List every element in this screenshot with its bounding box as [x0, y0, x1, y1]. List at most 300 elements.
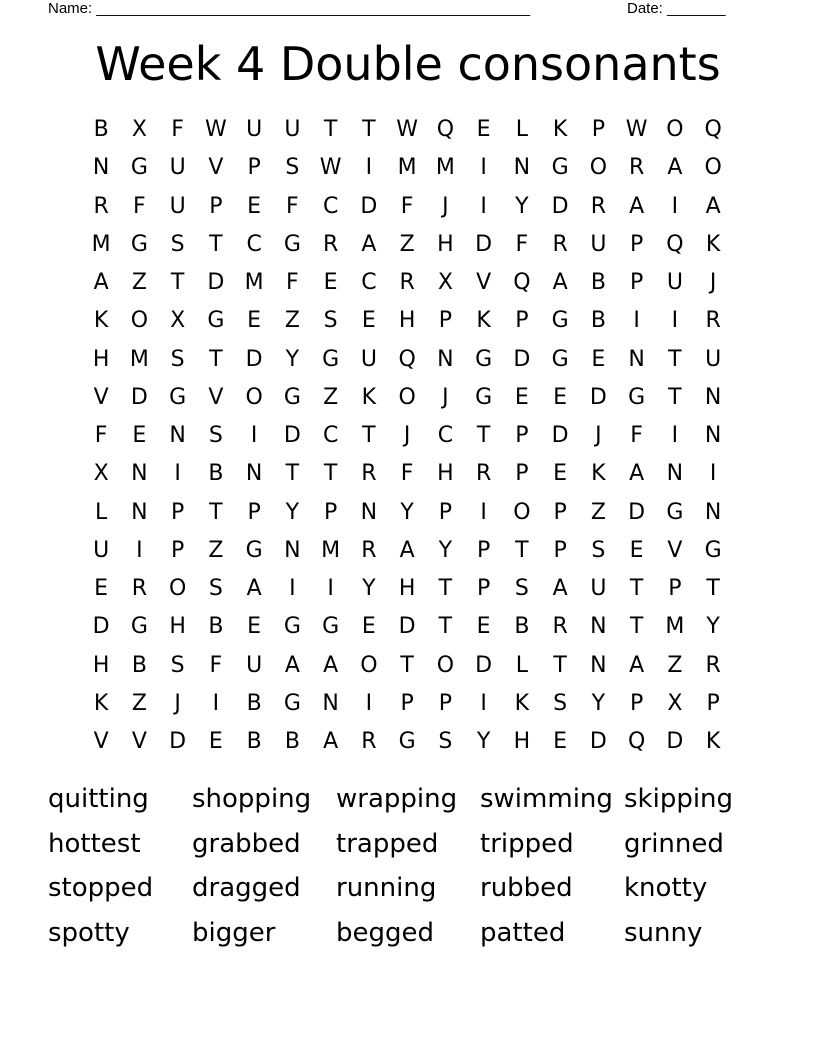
grid-letter: B — [590, 270, 606, 295]
grid-letter: T — [668, 384, 682, 410]
grid-letter: E — [476, 117, 491, 142]
grid-letter: N — [131, 499, 148, 525]
grid-letter: K — [705, 231, 721, 257]
grid-letter: O — [666, 117, 684, 142]
grid-letter: I — [671, 193, 679, 219]
grid-letter: H — [398, 308, 416, 334]
grid-letter: Y — [438, 537, 453, 563]
worksheet-header — [48, 0, 748, 18]
grid-letter: I — [709, 461, 717, 487]
grid-letter: P — [629, 270, 644, 295]
grid-letter: P — [476, 537, 491, 563]
grid-letter: G — [245, 537, 263, 563]
word-list-item: rubbed — [480, 873, 573, 903]
grid-letter: S — [591, 537, 606, 563]
grid-letter: E — [361, 614, 376, 640]
grid-letter: H — [92, 652, 110, 678]
grid-letter: C — [361, 270, 377, 295]
grid-letter: E — [361, 308, 376, 334]
grid-letter: Y — [591, 690, 606, 716]
grid-letter: T — [285, 461, 300, 487]
grid-letter: V — [476, 270, 492, 295]
grid-letter: V — [208, 384, 224, 410]
grid-letter: A — [629, 461, 645, 487]
grid-letter: T — [400, 652, 414, 678]
grid-letter: B — [284, 729, 300, 754]
grid-letter: M — [321, 537, 341, 563]
grid-letter: D — [589, 384, 607, 410]
grid-letter: P — [170, 499, 185, 525]
grid-letter: O — [168, 576, 187, 601]
grid-letter: Y — [285, 346, 300, 372]
grid-letter: K — [361, 384, 377, 410]
grid-letter: T — [209, 499, 223, 525]
grid-letter: N — [437, 346, 454, 372]
grid-letter: T — [170, 270, 185, 295]
grid-letter: N — [360, 499, 378, 525]
word-list-item: grinned — [624, 828, 724, 859]
grid-letter: E — [247, 193, 262, 219]
grid-letter: A — [629, 193, 645, 219]
grid-letter: T — [323, 117, 338, 142]
grid-letter: N — [513, 155, 531, 181]
grid-letter: P — [515, 423, 529, 448]
grid-letter: D — [207, 270, 225, 295]
grid-letter: P — [706, 690, 720, 716]
grid-letter: A — [705, 193, 721, 219]
grid-letter: E — [247, 308, 262, 334]
grid-letter: E — [132, 423, 147, 448]
grid-letter: V — [208, 155, 224, 181]
grid-letter: A — [552, 576, 568, 601]
grid-letter: I — [480, 155, 487, 181]
grid-letter: H — [437, 231, 454, 257]
grid-letter: T — [629, 576, 644, 601]
grid-letter: N — [628, 346, 645, 372]
grid-letter: A — [629, 652, 645, 678]
grid-letter: I — [365, 155, 373, 181]
grid-letter: S — [170, 346, 185, 372]
grid-letter: I — [480, 193, 487, 219]
grid-letter: T — [706, 576, 720, 601]
grid-letter: D — [551, 423, 569, 448]
grid-letter: E — [629, 537, 644, 563]
grid-letter: K — [552, 117, 568, 142]
grid-letter: X — [170, 308, 186, 334]
word-list-item: tripped — [480, 828, 574, 859]
grid-letter: X — [131, 117, 147, 142]
grid-letter: R — [361, 729, 377, 754]
grid-letter: A — [323, 652, 339, 678]
grid-letter: D — [245, 346, 263, 372]
grid-letter: P — [668, 576, 682, 601]
grid-letter: E — [208, 729, 223, 754]
grid-letter: P — [170, 537, 185, 563]
grid-letter: T — [362, 423, 376, 448]
grid-letter: Z — [323, 384, 339, 410]
date-field-label: Date: _______ — [627, 0, 726, 17]
grid-letter: Y — [285, 499, 300, 525]
grid-letter: D — [628, 499, 646, 525]
grid-letter: Y — [476, 729, 491, 754]
grid-letter: L — [94, 499, 108, 525]
grid-letter: P — [553, 499, 567, 525]
grid-letter: Q — [436, 117, 455, 142]
grid-letter: O — [513, 499, 531, 525]
grid-letter: P — [438, 690, 453, 716]
word-list-item: wrapping — [336, 784, 458, 814]
grid-letter: J — [709, 270, 717, 295]
grid-letter: F — [209, 652, 223, 678]
grid-letter: G — [130, 231, 148, 257]
grid-letter: Q — [704, 117, 722, 142]
grid-letter: G — [704, 537, 722, 563]
grid-letter: S — [208, 423, 223, 448]
grid-letter: E — [514, 384, 529, 410]
grid-letter: T — [553, 652, 567, 678]
word-search-grid — [82, 111, 734, 761]
grid-letter: X — [93, 461, 109, 487]
grid-letter: Z — [590, 499, 606, 525]
grid-letter: T — [209, 346, 223, 372]
grid-letter: O — [245, 384, 263, 410]
grid-letter: W — [625, 117, 648, 142]
grid-letter: A — [399, 537, 415, 563]
grid-letter: I — [289, 576, 296, 601]
grid-letter: E — [591, 346, 606, 372]
grid-letter: O — [130, 308, 149, 334]
grid-letter: Z — [667, 652, 683, 678]
grid-letter: D — [551, 193, 569, 219]
word-list-item: stopped — [48, 873, 154, 903]
grid-letter: P — [629, 231, 644, 257]
grid-letter: W — [319, 155, 342, 181]
grid-letter: B — [93, 117, 109, 142]
grid-letter: F — [630, 423, 643, 448]
grid-letter: N — [245, 461, 263, 487]
grid-letter: G — [322, 614, 340, 640]
grid-letter: A — [323, 729, 339, 754]
grid-letter: P — [209, 193, 223, 219]
word-list-item: running — [336, 873, 437, 903]
grid-letter: G — [475, 346, 493, 372]
grid-letter: E — [247, 614, 262, 640]
grid-letter: N — [322, 690, 339, 716]
grid-letter: F — [400, 193, 414, 219]
word-list-item: swimming — [480, 784, 613, 814]
grid-letter: S — [170, 231, 185, 257]
grid-letter: S — [285, 155, 300, 181]
grid-letter: M — [665, 614, 685, 640]
grid-letter: B — [514, 614, 530, 640]
grid-letter: O — [398, 384, 416, 410]
grid-letter: G — [475, 384, 493, 410]
grid-letter: K — [93, 690, 109, 716]
grid-letter: C — [322, 193, 339, 219]
grid-letter: C — [246, 231, 262, 257]
grid-letter: R — [322, 231, 339, 257]
grid-letter: Q — [627, 729, 646, 754]
word-list-item: quitting — [48, 784, 149, 814]
grid-letter: R — [552, 614, 568, 640]
grid-letter: T — [209, 231, 223, 257]
grid-letter: R — [552, 231, 568, 257]
grid-letter: N — [169, 423, 186, 448]
grid-letter: L — [515, 652, 528, 678]
grid-letter: I — [633, 308, 640, 334]
word-list-item: shopping — [192, 784, 312, 814]
grid-letter: A — [284, 652, 300, 678]
grid-letter: I — [212, 690, 220, 716]
grid-letter: G — [398, 729, 416, 754]
grid-letter: B — [208, 461, 224, 487]
grid-letter: X — [667, 690, 683, 716]
grid-letter: P — [553, 537, 567, 563]
grid-letter: A — [667, 155, 683, 181]
grid-letter: B — [246, 729, 262, 754]
grid-letter: D — [92, 614, 110, 640]
grid-letter: R — [628, 155, 645, 181]
grid-letter: B — [208, 614, 224, 640]
grid-letter: Z — [284, 308, 300, 334]
grid-letter: F — [515, 231, 529, 257]
word-list-item: knotty — [624, 873, 708, 903]
grid-letter: T — [476, 423, 491, 448]
grid-letter: F — [286, 193, 299, 219]
grid-letter: S — [208, 576, 223, 601]
grid-letter: E — [94, 576, 109, 601]
grid-letter: F — [94, 423, 108, 448]
word-list-item: trapped — [336, 828, 439, 859]
grid-letter: I — [327, 576, 334, 601]
grid-letter: G — [169, 384, 187, 410]
grid-letter: X — [437, 270, 453, 295]
grid-letter: G — [551, 155, 569, 181]
grid-letter: D — [360, 193, 378, 219]
grid-letter: I — [250, 423, 258, 448]
word-list-item: hottest — [48, 828, 141, 859]
grid-letter: P — [629, 690, 644, 716]
grid-letter: Z — [208, 537, 224, 563]
grid-letter: P — [476, 576, 491, 601]
grid-letter: H — [92, 346, 110, 372]
grid-letter: A — [361, 231, 377, 257]
grid-letter: N — [590, 614, 607, 640]
grid-letter: O — [436, 652, 455, 678]
grid-letter: S — [514, 576, 529, 601]
grid-letter: G — [666, 499, 684, 525]
grid-letter: D — [398, 614, 416, 640]
grid-letter: T — [438, 576, 453, 601]
word-list-item: patted — [480, 917, 566, 948]
grid-letter: V — [93, 384, 109, 410]
grid-letter: R — [590, 193, 607, 219]
grid-letter: G — [283, 614, 301, 640]
grid-letter: T — [515, 537, 529, 563]
grid-letter: D — [475, 231, 493, 257]
grid-letter: D — [283, 423, 301, 448]
grid-letter: P — [323, 499, 338, 525]
grid-letter: D — [475, 652, 493, 678]
grid-letter: R — [361, 461, 377, 487]
grid-letter: U — [590, 576, 607, 601]
grid-letter: S — [438, 729, 453, 754]
grid-letter: Q — [513, 270, 531, 295]
grid-letter: B — [590, 308, 606, 334]
grid-letter: P — [591, 117, 606, 142]
grid-letter: T — [629, 614, 644, 640]
grid-letter: U — [246, 117, 263, 142]
grid-letter: T — [438, 614, 453, 640]
grid-letter: I — [174, 461, 181, 487]
grid-letter: I — [671, 423, 679, 448]
grid-letter: H — [169, 614, 186, 640]
grid-letter: U — [169, 193, 186, 219]
grid-letter: U — [705, 346, 722, 372]
grid-letter: J — [403, 423, 411, 448]
grid-letter: Y — [515, 193, 529, 219]
grid-letter: R — [93, 193, 109, 219]
grid-letter: E — [553, 729, 568, 754]
grid-letter: L — [515, 117, 528, 142]
grid-letter: A — [246, 576, 262, 601]
grid-letter: K — [591, 461, 606, 487]
grid-letter: R — [361, 537, 377, 563]
grid-letter: C — [322, 423, 339, 448]
grid-letter: D — [513, 346, 531, 372]
grid-letter: G — [207, 308, 225, 334]
grid-letter: F — [400, 461, 414, 487]
grid-letter: M — [244, 270, 264, 295]
grid-letter: S — [323, 308, 338, 334]
grid-letter: V — [667, 537, 683, 563]
grid-letter: G — [283, 384, 301, 410]
grid-letter: C — [437, 423, 454, 448]
grid-letter: N — [704, 499, 722, 525]
grid-letter: F — [286, 270, 299, 295]
grid-letter: J — [442, 193, 449, 219]
grid-letter: P — [438, 499, 453, 525]
word-list-item: spotty — [48, 917, 130, 948]
page-title: Week 4 Double consonants — [95, 37, 721, 91]
grid-letter: U — [590, 231, 607, 257]
grid-letter: K — [476, 308, 491, 334]
grid-letter: M — [91, 231, 111, 257]
grid-letter: Z — [399, 231, 415, 257]
grid-letter: N — [131, 461, 148, 487]
grid-letter: E — [553, 461, 568, 487]
grid-letter: V — [131, 729, 147, 754]
grid-letter: R — [475, 461, 492, 487]
grid-letter: N — [704, 384, 722, 410]
grid-letter: E — [476, 614, 491, 640]
grid-letter: Z — [131, 690, 147, 716]
grid-letter: E — [553, 384, 568, 410]
grid-letter: J — [442, 384, 449, 410]
grid-letter: K — [93, 308, 109, 334]
grid-letter: R — [131, 576, 148, 601]
grid-letter: K — [705, 729, 721, 754]
grid-letter: D — [169, 729, 187, 754]
grid-letter: S — [553, 690, 568, 716]
grid-letter: T — [668, 346, 682, 372]
grid-letter: A — [552, 270, 568, 295]
grid-letter: I — [480, 690, 487, 716]
grid-letter: A — [93, 270, 109, 295]
grid-letter: N — [704, 423, 722, 448]
grid-letter: Y — [400, 499, 414, 525]
grid-letter: U — [284, 117, 301, 142]
grid-letter: P — [400, 690, 414, 716]
word-list-item: sunny — [624, 917, 703, 948]
grid-letter: W — [204, 117, 227, 142]
grid-letter: M — [435, 155, 455, 181]
word-list-item: grabbed — [192, 828, 301, 859]
grid-letter: P — [515, 461, 529, 487]
grid-letter: R — [399, 270, 415, 295]
grid-letter: J — [595, 423, 602, 448]
grid-letter: G — [130, 614, 148, 640]
grid-letter: Z — [131, 270, 147, 295]
grid-letter: E — [323, 270, 338, 295]
grid-letter: I — [365, 690, 373, 716]
grid-letter: V — [93, 729, 109, 754]
grid-letter: T — [362, 117, 376, 142]
grid-letter: I — [480, 499, 487, 525]
grid-letter: P — [515, 308, 529, 334]
grid-letter: W — [396, 117, 418, 142]
name-field-label: Name: ____________________________________________________ — [48, 0, 531, 17]
grid-letter: Y — [706, 614, 720, 640]
grid-letter: Q — [398, 346, 416, 372]
grid-letter: O — [360, 652, 378, 678]
grid-letter: M — [129, 346, 149, 372]
grid-letter: B — [246, 690, 262, 716]
grid-letter: P — [247, 499, 261, 525]
grid-letter: Y — [362, 576, 376, 601]
grid-letter: U — [666, 270, 683, 295]
grid-letter: I — [671, 308, 679, 334]
grid-letter: O — [589, 155, 608, 181]
word-list — [48, 777, 768, 955]
grid-letter: U — [93, 537, 110, 563]
word-list-item: bigger — [192, 917, 276, 948]
grid-letter: N — [666, 461, 684, 487]
grid-letter: G — [283, 231, 301, 257]
grid-letter: H — [398, 576, 416, 601]
grid-letter: S — [170, 652, 185, 678]
grid-letter: H — [513, 729, 531, 754]
grid-letter: J — [174, 690, 181, 716]
grid-letter: R — [705, 652, 721, 678]
grid-letter: F — [133, 193, 146, 219]
grid-letter: M — [397, 155, 417, 181]
grid-letter: G — [130, 155, 148, 181]
grid-letter: P — [247, 155, 261, 181]
grid-letter: K — [514, 690, 530, 716]
word-list-item: begged — [336, 917, 435, 948]
word-list-item: skipping — [624, 784, 734, 814]
grid-letter: Q — [666, 231, 684, 257]
grid-letter: N — [92, 155, 110, 181]
grid-letter: D — [589, 729, 607, 754]
grid-letter: F — [171, 117, 184, 142]
grid-letter: N — [284, 537, 301, 563]
grid-letter: D — [666, 729, 684, 754]
grid-letter: R — [705, 308, 721, 334]
word-list-item: dragged — [192, 873, 301, 903]
grid-letter: P — [438, 308, 453, 334]
